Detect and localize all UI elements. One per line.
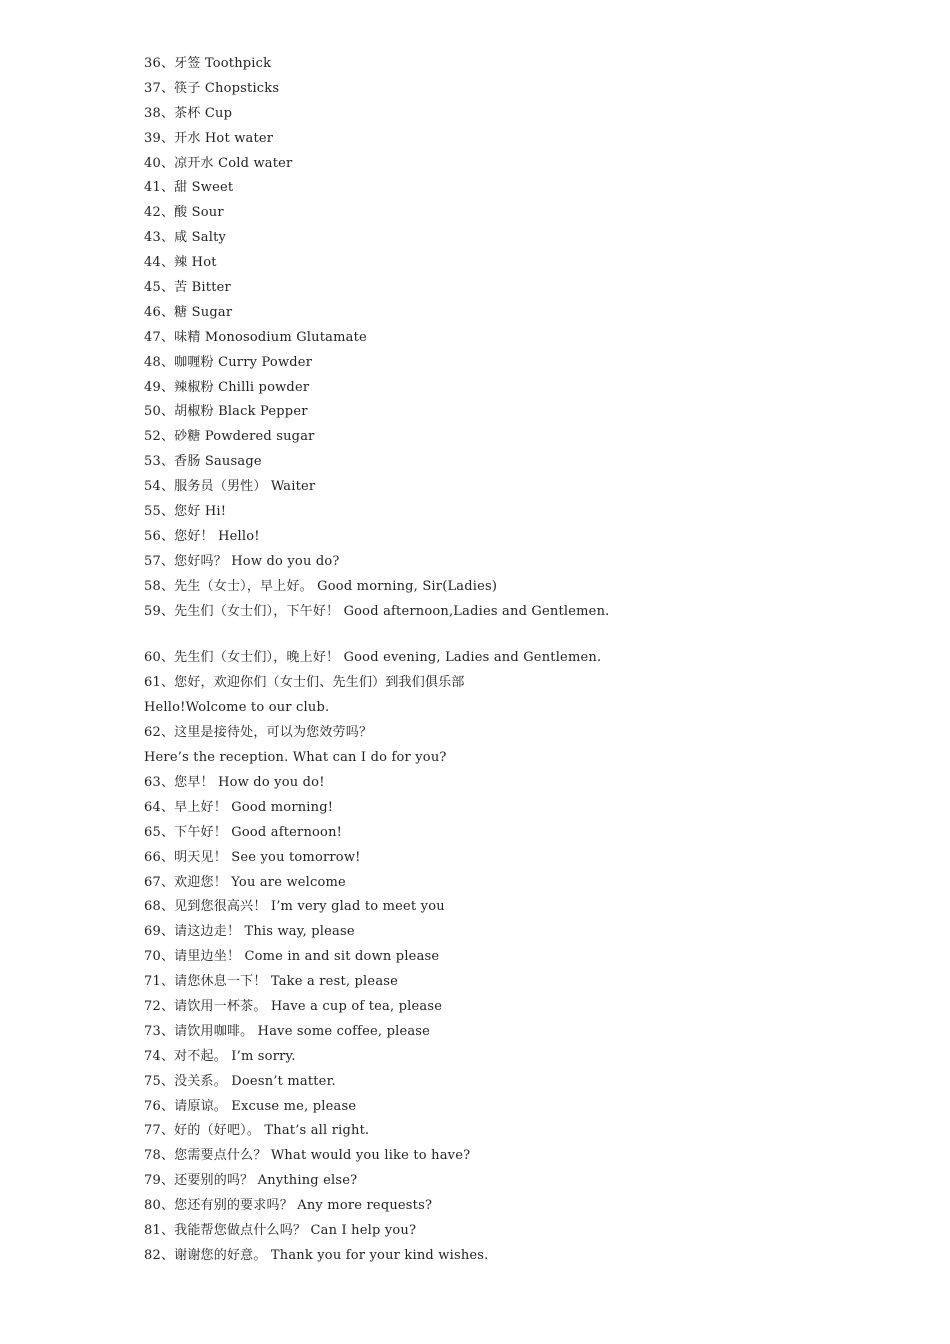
phrase-line: 40、凉开水 Cold water	[144, 155, 293, 171]
phrase-line: 82、谢谢您的好意。 Thank you for your kind wishes.	[144, 1247, 489, 1263]
phrase-line: 43、咸 Salty	[144, 230, 227, 246]
phrase-line: 73、请饮用咖啡。 Have some coffee, please	[144, 1023, 431, 1039]
phrase-line: 54、服务员（男性） Waiter	[144, 479, 316, 495]
phrase-line: 59、先生们（女士们），下午好！ Good afternoon,Ladies and Gentlemen.	[144, 603, 610, 619]
phrase-line: 75、没关系。 Doesn’t matter.	[144, 1073, 336, 1089]
phrase-line: 68、见到您很高兴！ I’m very glad to meet you	[144, 899, 445, 915]
phrase-line: 58、先生（女士），早上好。 Good morning, Sir(Ladies)	[144, 578, 498, 594]
phrase-line: 56、您好！ Hello!	[144, 528, 260, 544]
phrase-line: 69、请这边走！ This way, please	[144, 924, 355, 940]
phrase-line: 37、筷子 Chopsticks	[144, 80, 280, 96]
phrase-line: 78、您需要点什么？ What would you like to have?	[144, 1148, 471, 1164]
phrase-line: 48、咖喱粉 Curry Powder	[144, 354, 313, 370]
phrase-line: 63、您早！ How do you do!	[144, 774, 325, 790]
phrase-line: 71、请您休息一下！ Take a rest, please	[144, 974, 399, 990]
phrase-list-top	[144, 52, 904, 624]
phrase-line: 60、先生们（女士们），晚上好！ Good evening, Ladies and Gentlemen.	[144, 650, 602, 666]
phrase-line: 38、茶杯 Cup	[144, 105, 233, 121]
phrase-line: 70、请里边坐！ Come in and sit down please	[144, 949, 440, 965]
phrase-line: 72、请饮用一杯茶。 Have a cup of tea, please	[144, 998, 443, 1014]
phrase-line: Here’s the reception. What can I do for you?	[144, 750, 447, 766]
phrase-line: 45、苦 Bitter	[144, 280, 231, 296]
phrase-line: Hello!Wolcome to our club.	[144, 700, 330, 716]
phrase-line: 42、酸 Sour	[144, 205, 224, 221]
phrase-line: 44、辣 Hot	[144, 255, 217, 271]
phrase-line: 41、甜 Sweet	[144, 180, 234, 196]
phrase-line: 66、明天见！ See you tomorrow!	[144, 849, 361, 865]
phrase-line: 74、对不起。 I’m sorry.	[144, 1048, 296, 1064]
phrase-line: 49、辣椒粉 Chilli powder	[144, 379, 310, 395]
phrase-line: 39、开水 Hot water	[144, 130, 274, 146]
phrase-line: 53、香肠 Sausage	[144, 454, 262, 470]
phrase-line: 50、胡椒粉 Black Pepper	[144, 404, 308, 420]
phrase-line: 77、好的（好吧）。 That’s all right.	[144, 1123, 370, 1139]
phrase-line: 46、糖 Sugar	[144, 304, 233, 320]
phrase-line: 81、我能帮您做点什么吗？ Can I help you?	[144, 1222, 417, 1238]
phrase-line: 64、早上好！ Good morning!	[144, 799, 334, 815]
phrase-list-bottom	[144, 646, 904, 1268]
phrase-line: 61、您好，欢迎你们（女士们、先生们）到我们俱乐部	[144, 675, 465, 691]
phrase-line: 55、您好 Hi!	[144, 504, 227, 520]
document-page	[144, 52, 904, 1269]
phrase-line: 47、味精 Monosodium Glutamate	[144, 329, 367, 345]
phrase-line: 62、这里是接待处，可以为您效劳吗？	[144, 725, 373, 741]
phrase-line: 57、您好吗？ How do you do?	[144, 553, 340, 569]
phrase-line: 79、还要别的吗？ Anything else?	[144, 1173, 358, 1189]
phrase-line: 65、下午好！ Good afternoon!	[144, 824, 343, 840]
paragraph-gap	[144, 624, 904, 646]
phrase-line: 52、砂糖 Powdered sugar	[144, 429, 315, 445]
phrase-line: 67、欢迎您！ You are welcome	[144, 874, 346, 890]
phrase-line: 76、请原谅。 Excuse me, please	[144, 1098, 357, 1114]
phrase-line: 80、您还有别的要求吗？ Any more requests?	[144, 1198, 433, 1214]
phrase-line: 36、牙签 Toothpick	[144, 56, 272, 71]
